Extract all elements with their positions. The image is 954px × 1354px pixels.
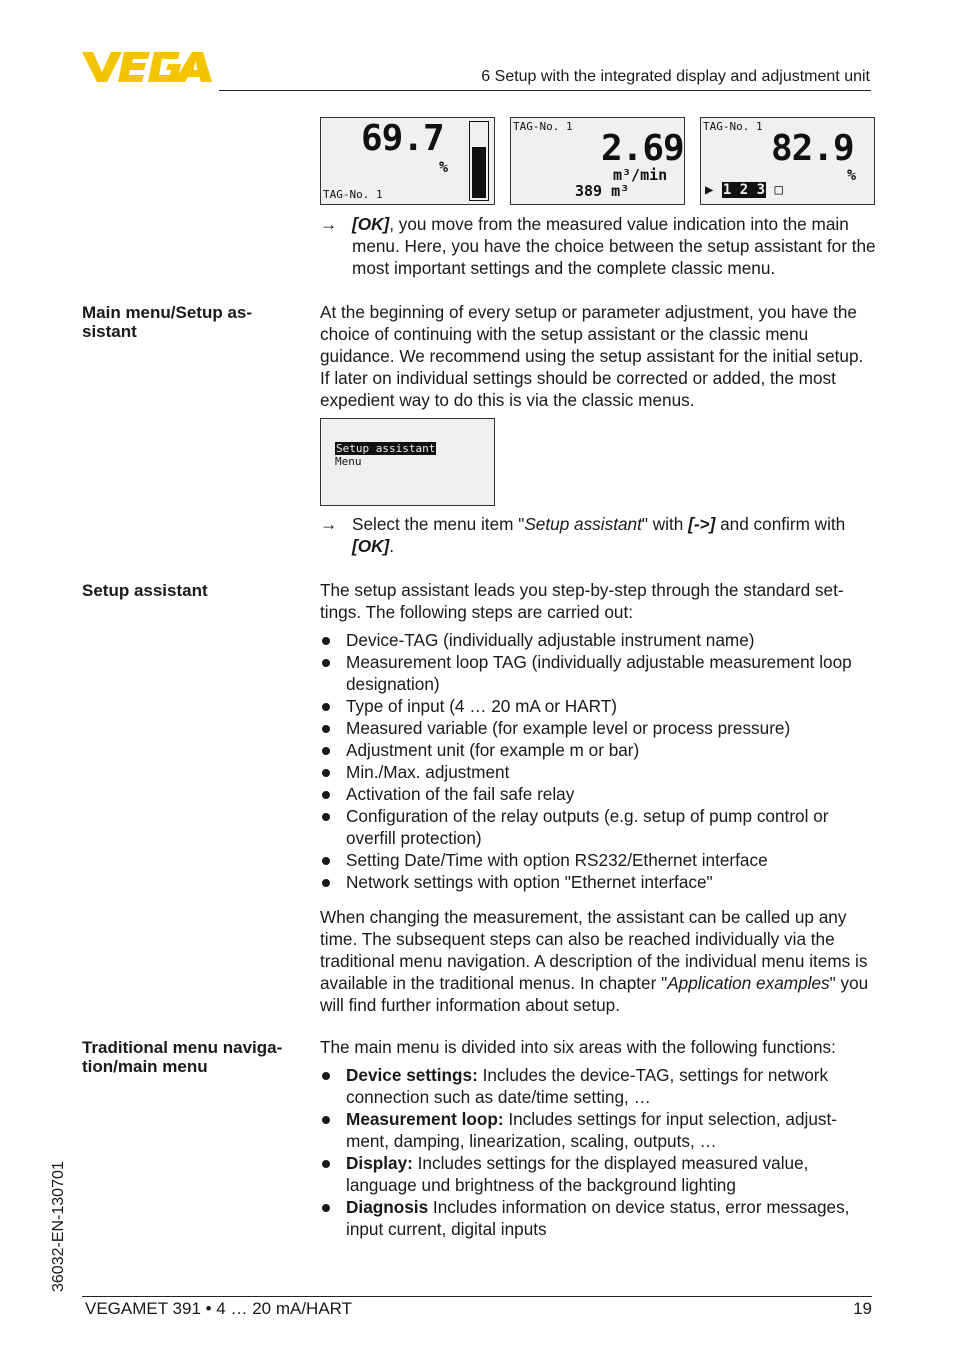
menu-area-term: Display:: [346, 1153, 413, 1173]
sidebar-heading-setup-assistant: Setup assistant: [82, 581, 208, 600]
relay-indicators: 1 2 3: [722, 182, 766, 198]
step-text: and confirm with: [715, 514, 846, 534]
display-unit: m³/min: [613, 166, 668, 184]
ok-key: [OK]: [352, 536, 390, 556]
sidebar-heading-main-menu: Main menu/Setup as- sistant: [82, 303, 253, 341]
display-tag: TAG-No. 1: [703, 120, 763, 133]
display-unit: %: [439, 158, 449, 176]
menu-area-description: Includes information on device status, error messages, input current, digital inputs: [346, 1197, 850, 1239]
display-screen-3: [700, 117, 875, 205]
main-menu-areas-list: [320, 1064, 876, 1240]
arrow-key: [->]: [688, 514, 716, 534]
list-item: Configuration of the relay outputs (e.g. setup of pump control or overfill protection): [320, 805, 876, 849]
list-item: Measurement loop TAG (individually adjustable measurement loop designation): [320, 651, 876, 695]
display-value: 2.69: [601, 128, 684, 169]
vega-logo: [82, 50, 212, 84]
list-item: Device-TAG (individually adjustable instrument name): [320, 629, 876, 651]
menu-area-description: Includes the device-TAG, settings for network connection such as date/time setting, …: [346, 1065, 829, 1107]
play-icon: ▶: [705, 182, 714, 198]
main-menu-paragraph: [320, 301, 876, 411]
relay-empty-icon: □: [774, 182, 783, 198]
menu-item: Menu: [335, 455, 362, 468]
list-item: Network settings with option "Ethernet interface": [320, 871, 876, 893]
setup-assistant-intro: The setup assistant leads you step-by-step through the standard set-tings. The following steps are carried out:: [320, 580, 844, 622]
list-item: Activation of the fail safe relay: [320, 783, 876, 805]
menu-item-selected: Setup assistant: [336, 442, 436, 455]
header-rule: [219, 90, 871, 91]
display-secondary-value: 389 m³: [575, 182, 630, 200]
step-text: .: [389, 536, 395, 556]
list-item: [320, 1108, 876, 1152]
list-item: Type of input (4 … 20 mA or HART): [320, 695, 876, 717]
closing-text: When changing the measurement, the assistant can be called up any time. The subsequent steps can also be reached individually via the traditional menu navigation. A description of the individual menu items is available in the traditional menus. In chapter ": [320, 907, 868, 993]
relay-status: [705, 182, 783, 198]
ok-key: [OK]: [352, 214, 390, 234]
menu-area-term: Device settings:: [346, 1065, 478, 1085]
setup-steps-list: [320, 629, 876, 893]
closing-text: " you will find further information about setup.: [320, 973, 869, 1015]
arrow-icon: →: [320, 514, 338, 534]
main-menu-text: At the beginning of every setup or parameter adjustment, you have the choice of continuing with the setup assistant or the classic menu guidance. We recommend using the setup assistant for the initial setup. If later on individual settings should be corrected or added, the most expedient way to do this is via the classic menus.: [320, 302, 864, 410]
display-tag: TAG-No. 1: [323, 188, 383, 201]
menu-screen: [320, 418, 495, 506]
list-item: Measured variable (for example level or process pressure): [320, 717, 876, 739]
display-screen-2: [510, 117, 685, 205]
menu-area-description: Includes settings for input selection, adjust-ment, damping, linearization, scaling, outputs, …: [346, 1109, 838, 1151]
menu-area-term: Measurement loop:: [346, 1109, 504, 1129]
menu-area-description: Includes settings for the displayed measured value, language und brightness of the background lighting: [346, 1153, 809, 1195]
list-item: Min./Max. adjustment: [320, 761, 876, 783]
section-header: 6 Setup with the integrated display and adjustment unit: [481, 68, 870, 85]
page-number: 19: [853, 1299, 872, 1318]
traditional-menu-intro: The main menu is divided into six areas with the following functions:: [320, 1037, 836, 1057]
intro-step: [320, 213, 876, 279]
footer-product: VEGAMET 391 • 4 … 20 mA/HART: [85, 1299, 353, 1318]
display-screen-1: [320, 117, 495, 205]
level-bar: [469, 121, 489, 201]
display-value: 82.9: [771, 128, 854, 169]
traditional-menu-section: [320, 1036, 876, 1240]
step-text: " with: [641, 514, 689, 534]
step-text: Select the menu item ": [352, 514, 525, 534]
display-unit: %: [847, 166, 857, 184]
list-item: Adjustment unit (for example m or bar): [320, 739, 876, 761]
arrow-icon: →: [320, 214, 338, 234]
list-item: [320, 1152, 876, 1196]
footer-rule: [82, 1296, 872, 1297]
document-id: 36032-EN-130701: [50, 1161, 67, 1292]
sidebar-heading-traditional-menu: Traditional menu naviga- tion/main menu: [82, 1038, 283, 1076]
list-item: [320, 1064, 876, 1108]
intro-step-text: , you move from the measured value indication into the main menu. Here, you have the choice between the setup assistant for the most important settings and the complete classic menu.: [352, 214, 876, 278]
setup-assistant-section: [320, 579, 876, 1016]
chapter-reference: Application examples: [667, 973, 830, 993]
display-tag: TAG-No. 1: [513, 120, 573, 133]
list-item: [320, 1196, 876, 1240]
level-bar-fill: [472, 147, 486, 198]
display-value: 69.7: [361, 118, 444, 159]
select-step: [320, 513, 876, 557]
menu-area-term: Diagnosis: [346, 1197, 429, 1217]
setup-assistant-closing: [320, 906, 876, 1016]
step-menu-item: Setup assistant: [524, 514, 642, 534]
list-item: Setting Date/Time with option RS232/Ethernet interface: [320, 849, 876, 871]
